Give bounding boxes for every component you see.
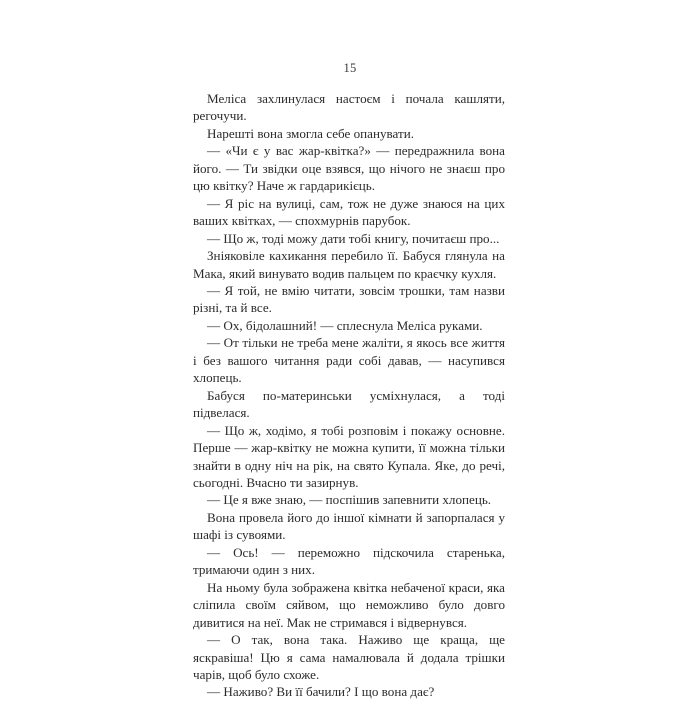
paragraph: На ньому була зображена квітка небаченої краси, яка сліпила своїм сяйвом, що неможливо було довго дивитися на неї. Мак не стримався і відвернувся.: [193, 579, 505, 630]
paragraph: — «Чи є у вас жар-квітка?» — передражнила вона його. — Ти звідки оце взявся, що нічого не знаєш про цю квітку? Наче ж гардарикієць.: [193, 143, 505, 194]
page-number: 15: [343, 61, 357, 75]
paragraph: — Я той, не вмію читати, зовсім трошки, там назви різні, та й все.: [193, 282, 505, 316]
paragraph: — От тільки не треба мене жаліти, я якось все життя і без вашого читання ради собі давав, — насупився хлопець.: [193, 335, 505, 386]
paragraph: — О так, вона така. Наживо ще краща, ще яскравіша! Цю я сама намалювала й додала трішки чарів, щоб було схоже.: [193, 632, 505, 682]
paragraph: Вона провела його до іншої кімнати й запорпалася у шафі із сувоями.: [193, 509, 505, 543]
paragraph: — Що ж, ходімо, я тобі розповім і покажу основне. Перше — жар-квітку не можна купити, її можна тільки знайти в одну ніч на рік, на свято Купала. Яке, до речі, сьогодні. Вчасно ти зазирнув.: [193, 422, 505, 490]
paragraph: Нарешті вона змогла себе опанувати.: [207, 125, 414, 141]
paragraph: — Наживо? Ви її бачили? І що вона дає?: [207, 684, 435, 700]
paragraph: Зніяковіле кахикання перебило її. Бабуся глянула на Мака, який винувато водив пальцем по краєчку кухля.: [193, 248, 505, 281]
paragraph: — Ох, бідолашний! — сплеснула Меліса руками.: [207, 317, 483, 333]
paragraph: — Це я вже знаю, — поспішив запевнити хлопець.: [207, 492, 492, 508]
paragraph: Бабуся по-материнськи усміхнулася, а тоді підвелася.: [193, 387, 505, 421]
paragraph: Меліса захлинулася настоєм і почала кашляти, регочучи.: [193, 91, 505, 124]
paragraph: — Що ж, тоді можу дати тобі книгу, почитаєш про...: [207, 230, 500, 246]
paragraph: — Я ріс на вулиці, сам, тож не дуже знаюся на цих ваших квітках, — спохмурнів парубок.: [193, 195, 505, 229]
body-text-block: [193, 90, 505, 701]
paragraph: — Ось! — переможно підскочила старенька, тримаючи один з них.: [193, 544, 505, 578]
